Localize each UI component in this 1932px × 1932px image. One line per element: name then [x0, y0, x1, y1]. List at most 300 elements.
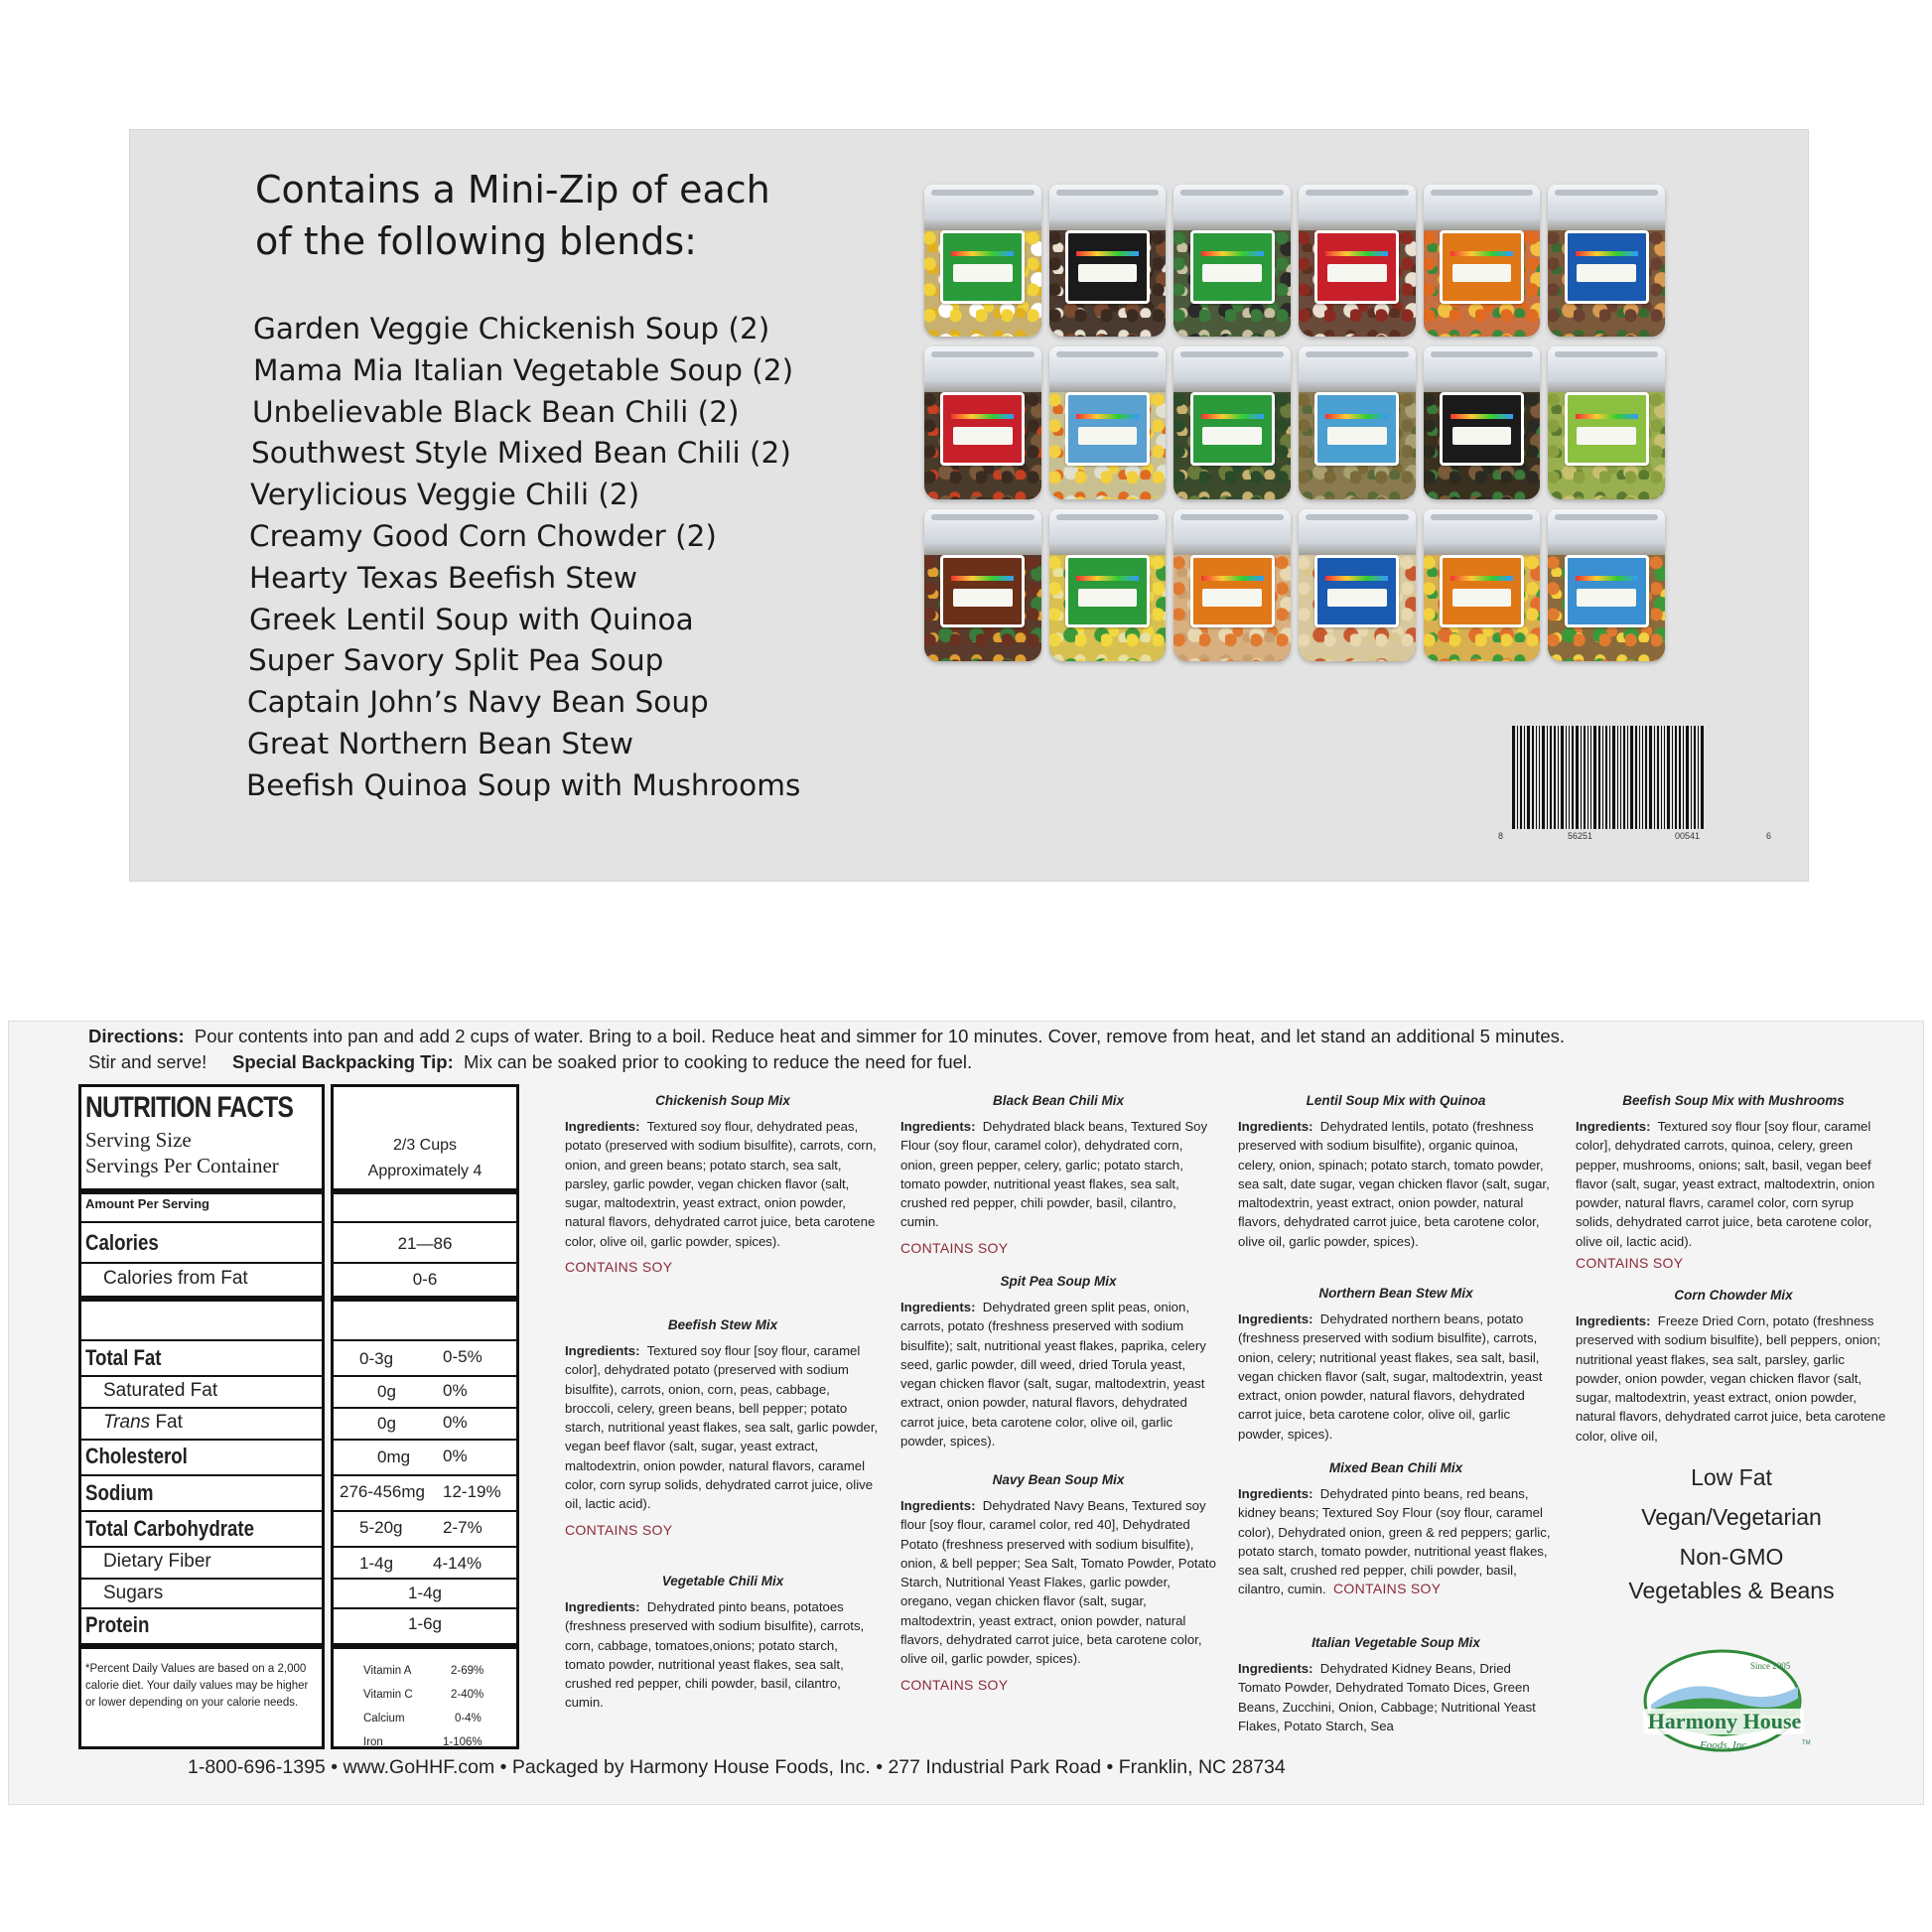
rule — [334, 1578, 516, 1580]
logo-sub: Foods, Inc. — [1700, 1739, 1749, 1751]
barcode-bars — [1512, 726, 1760, 829]
rule — [334, 1439, 516, 1441]
ingredients-text: Dehydrated black beans, Textured Soy Flour (soy flour, caramel color), dehydrated corn, onion, green pepper, celery, garlic; potato starch, tomato powder, nutritional yeast flakes, sea salt, crushed red pepper, chili powder, basil, cilantro, cumin. — [900, 1119, 1208, 1230]
pouch-label-stripe — [1576, 414, 1638, 419]
pouch-label — [1314, 555, 1399, 628]
rule — [334, 1607, 516, 1609]
calcium-label: Calcium — [363, 1713, 405, 1725]
contains-soy: CONTAINS SOY — [1576, 1255, 1684, 1272]
barcode-bar — [1590, 726, 1591, 829]
serving-values — [334, 1133, 516, 1184]
pouch-label-stripe — [1201, 251, 1264, 256]
ingredients-label: Ingredients: — [1238, 1311, 1313, 1326]
barcode-bar — [1667, 726, 1670, 829]
soup-pouch — [1548, 185, 1665, 337]
rule — [81, 1221, 322, 1223]
soup-pouch — [1548, 509, 1665, 661]
barcode-bar — [1576, 726, 1579, 829]
directions-text-2: Stir and serve! — [88, 1051, 207, 1072]
dietary-fiber-dv: 4-14% — [433, 1554, 483, 1573]
top-box-panel — [129, 129, 1809, 882]
barcode-bar — [1694, 726, 1696, 829]
barcode-bar — [1584, 726, 1586, 829]
trans-fat-rest: Fat — [150, 1412, 183, 1433]
soup-pouch — [924, 346, 1041, 498]
pouch-label-name-box — [953, 427, 1013, 445]
mix-chickenish — [565, 1091, 881, 1275]
vitamin-a-label: Vitamin A — [363, 1665, 412, 1677]
mix-title: Chickenish Soup Mix — [655, 1093, 790, 1108]
harmony-house-logo — [1637, 1647, 1818, 1764]
mix-ingredients — [900, 1496, 1216, 1669]
barcode-digit-group: 8 — [1498, 831, 1504, 841]
pouch-label-name-box — [1202, 589, 1262, 607]
mix-ingredients — [1238, 1117, 1554, 1251]
pouch-label — [1190, 555, 1275, 628]
product-pouch-photo — [924, 185, 1665, 661]
barcode-bar — [1524, 726, 1525, 829]
directions — [88, 1024, 1915, 1075]
calories-fat-value: 0-6 — [412, 1270, 438, 1289]
bottom-box-panel — [8, 1021, 1924, 1805]
pouch-label — [1565, 555, 1649, 628]
rule — [334, 1375, 516, 1377]
blend-item: Unbelievable Black Bean Chili (2) — [252, 394, 740, 429]
contains-soy: CONTAINS SOY — [900, 1676, 1009, 1693]
pouch-label-stripe — [1325, 251, 1388, 256]
pouch-label-stripe — [1450, 414, 1513, 419]
barcode-bar — [1517, 726, 1518, 829]
ingredients-label: Ingredients: — [565, 1119, 640, 1134]
barcode-bar — [1566, 726, 1567, 829]
barcode-bar — [1630, 726, 1633, 829]
mix-ingredients — [1576, 1117, 1891, 1251]
rule — [81, 1578, 322, 1580]
mix-title: Beefish Stew Mix — [667, 1317, 778, 1332]
mix-title: Lentil Soup Mix with Quinoa — [1306, 1093, 1486, 1108]
barcode-bar — [1572, 726, 1574, 829]
pouch-label-stripe — [1576, 576, 1638, 581]
directions-text: Pour contents into pan and add 2 cups of water. Bring to a boil. Reduce heat and simmer for 10 minutes. Cover, remove from heat, and let stand an additional 5 minutes. — [194, 1026, 1565, 1046]
mix-italian — [1238, 1633, 1554, 1735]
barcode-bar — [1683, 726, 1684, 829]
pouch-label — [1065, 392, 1150, 466]
barcode-digit-group: 6 — [1766, 831, 1772, 841]
soup-pouch — [1049, 346, 1167, 498]
pouch-label — [940, 392, 1025, 466]
barcode-bar — [1617, 726, 1618, 829]
mix-beefish-stew — [565, 1315, 881, 1538]
barcode-bar — [1550, 726, 1552, 829]
pouch-label-name-box — [1452, 427, 1512, 445]
barcode-digits — [1498, 831, 1772, 843]
ingredients-text: Textured soy flour [soy flour, caramel color], dehydrated carrots, quinoa, celery, green pepper, mushrooms, onions; salt, basil, vegan beef flavor (salt, sugar, yeast extract, maltodextrin, onion powder, natural flavrs, caramel color, corn syrup solids, dehydrated carrot juice, beta carotene color, olive oil, lactic acid). — [1576, 1119, 1875, 1249]
rule — [334, 1407, 516, 1409]
blend-item: Captain John’s Navy Bean Soup — [247, 685, 709, 720]
soup-pouch — [1424, 185, 1541, 337]
barcode-bar — [1602, 726, 1603, 829]
soup-pouch — [1424, 346, 1541, 498]
barcode-bar — [1532, 726, 1534, 829]
mix-ingredients — [565, 1117, 881, 1251]
contains-soy: CONTAINS SOY — [900, 1239, 1009, 1256]
rule — [334, 1296, 516, 1302]
pouch-label-stripe — [951, 414, 1014, 419]
calories-value: 21—86 — [397, 1234, 453, 1253]
rule — [334, 1339, 516, 1341]
mix-title: Vegetable Chili Mix — [661, 1574, 784, 1588]
barcode-bar — [1581, 726, 1582, 829]
rule — [81, 1375, 322, 1377]
barcode-bar — [1672, 726, 1673, 829]
barcode-bar — [1620, 726, 1621, 829]
ingredients-label: Ingredients: — [565, 1343, 640, 1358]
rule — [334, 1188, 516, 1194]
rule — [81, 1643, 322, 1649]
pouch-label-stripe — [1076, 414, 1139, 419]
barcode-bar — [1554, 726, 1556, 829]
rule — [81, 1607, 322, 1609]
logo-since: Since 2005 — [1750, 1661, 1791, 1671]
blend-item: Creamy Good Corn Chowder (2) — [249, 518, 717, 553]
ingredients-text: Dehydrated Navy Beans, Textured soy flour [soy flour, caramel color, red 40], Dehydrated Potato (freshness preserved with sodium bisulfite), onion, & bell pepper; Sea Salt, Tomato Powder, Potato Starch, Nutritional Yeast Flakes, garlic powder, oregano, vegan chicken flavor (salt, sugar, maltodextrin, yeast extract, onion powder, natural flavors, dehydrated carrot juice, beta carotene color, olive oil, garlic powder, spices). — [900, 1498, 1216, 1667]
mix-ingredients — [900, 1298, 1216, 1450]
ingredients-label: Ingredients: — [900, 1300, 976, 1314]
mix-title: Beefish Soup Mix with Mushrooms — [1622, 1093, 1845, 1108]
nutrition-values-box — [331, 1084, 519, 1749]
barcode-bar — [1593, 726, 1596, 829]
rule — [334, 1510, 516, 1512]
barcode-bar — [1527, 726, 1530, 829]
pouch-label-name-box — [1577, 427, 1636, 445]
daily-value-footnote: *Percent Daily Values are based on a 2,000 calorie diet. Your daily values may be higher or lower depending on your calorie needs. — [85, 1663, 309, 1709]
calcium-value: 0-4% — [455, 1713, 482, 1725]
pouch-label-stripe — [1201, 414, 1264, 419]
rule — [81, 1188, 322, 1194]
pouch-label-name-box — [1078, 264, 1138, 282]
pouch-label — [1565, 392, 1649, 466]
saturated-fat-amount: 0g — [377, 1382, 396, 1401]
soup-pouch — [1173, 509, 1291, 661]
ingredients-text: Dehydrated green split peas, onion, carrots, potato (freshness preserved with sodium bisulfite); salt, nutritional yeast flakes, paprika, celery seed, garlic powder, dill weed, dried Torula yeast, vegan chicken flavor (salt, sugar, maltodextrin, yeast extract, onion powder, natural flavors, dehydrated carrot juice, beta carotene color, olive oil, garlic powder, spices). — [900, 1300, 1206, 1449]
soup-pouch — [1173, 185, 1291, 337]
nutrition-labels-box — [78, 1084, 325, 1749]
headline — [255, 164, 891, 267]
vitamin-c-value: 2-40% — [451, 1689, 484, 1701]
mix-title: Mixed Bean Chili Mix — [1328, 1460, 1463, 1475]
barcode-bar — [1635, 726, 1637, 829]
rule — [334, 1262, 516, 1264]
barcode-bar — [1542, 726, 1545, 829]
mix-ingredients — [565, 1341, 881, 1514]
soup-pouch — [1548, 346, 1665, 498]
rule — [81, 1510, 322, 1512]
mix-lentil — [1238, 1091, 1554, 1251]
mix-vegetable-chili — [565, 1572, 881, 1713]
footer-contact: 1-800-696-1395 • www.GoHHF.com • Packaged by Harmony House Foods, Inc. • 277 Industrial Park Road • Franklin, NC 28734 — [188, 1756, 1286, 1778]
mix-title: Northern Bean Stew Mix — [1318, 1286, 1473, 1301]
mix-ingredients — [1238, 1484, 1554, 1599]
pouch-label-name-box — [1452, 589, 1512, 607]
barcode-digit-group: 00541 — [1675, 831, 1701, 841]
barcode-bar — [1539, 726, 1540, 829]
rule — [81, 1262, 322, 1264]
mix-ingredients — [1238, 1659, 1554, 1735]
protein-value: 1-6g — [407, 1614, 443, 1633]
mix-ingredients — [900, 1117, 1216, 1232]
dietary-fiber-label: Dietary Fiber — [103, 1551, 211, 1572]
amount-per-serving: Amount Per Serving — [85, 1196, 209, 1211]
rule — [334, 1546, 516, 1548]
barcode-bar — [1561, 726, 1564, 829]
total-fat-amount: 0-3g — [359, 1349, 394, 1368]
blend-item: Super Savory Split Pea Soup — [248, 643, 664, 678]
pouch-label — [1190, 392, 1275, 466]
pouch-label-stripe — [1325, 576, 1388, 581]
mix-corn-chowder — [1576, 1286, 1891, 1446]
serving-labels — [85, 1127, 279, 1178]
total-fat-label: Total Fat — [85, 1345, 162, 1370]
soup-pouch — [1299, 346, 1416, 498]
cholesterol-amount: 0mg — [377, 1448, 411, 1466]
pouch-label-name-box — [1202, 427, 1262, 445]
barcode-bar — [1701, 726, 1704, 829]
headline-line-1: Contains a Mini-Zip of each — [255, 168, 770, 211]
pouch-label-name-box — [953, 264, 1013, 282]
soup-pouch — [1173, 346, 1291, 498]
claim-vegetables-beans: Vegetables & Beans — [1628, 1578, 1835, 1603]
rule — [81, 1474, 322, 1476]
barcode-bar — [1664, 726, 1665, 829]
pouch-label-name-box — [1078, 427, 1138, 445]
pouch-label-name-box — [1577, 589, 1636, 607]
rule — [334, 1643, 516, 1649]
sugars-value: 1-4g — [407, 1584, 443, 1602]
barcode-bar — [1657, 726, 1659, 829]
trans-fat-label — [103, 1412, 183, 1434]
mix-title: Italian Vegetable Soup Mix — [1311, 1635, 1480, 1650]
barcode-bar — [1698, 726, 1699, 829]
sodium-dv: 12-19% — [443, 1482, 501, 1501]
vitamin-a-value: 2-69% — [451, 1665, 484, 1677]
mix-title: Black Bean Chili Mix — [992, 1093, 1125, 1108]
ingredients-label: Ingredients: — [1238, 1661, 1313, 1676]
blend-item: Greek Lentil Soup with Quinoa — [249, 602, 694, 636]
pouch-label-name-box — [1327, 427, 1387, 445]
blend-item: Verylicious Veggie Chili (2) — [250, 478, 640, 512]
rule — [334, 1221, 516, 1223]
mix-title: Navy Bean Soup Mix — [992, 1472, 1125, 1487]
ingredients-text: Dehydrated lentils, potato (freshness preserved with sodium bisulfite), organic quinoa, celery, onion, spinach; potato starch, tomato powder, sea salt, date sugar, vegan chicken flavor (salt, sugar, maltodextrin, yeast extract, onion powder, natural flavors, dehydrated carrot juice, beta carotene color, olive oil, garlic powder, spices). — [1238, 1119, 1550, 1249]
product-claims — [1587, 1460, 1875, 1613]
pouch-label — [1440, 392, 1524, 466]
headline-line-2: of the following blends: — [255, 219, 697, 263]
soup-pouch — [1299, 509, 1416, 661]
pouch-label-stripe — [1450, 251, 1513, 256]
sodium-label: Sodium — [85, 1480, 154, 1505]
barcode-bar — [1587, 726, 1588, 829]
iron-label: Iron — [363, 1736, 383, 1748]
trans-fat-italic: Trans — [103, 1412, 151, 1433]
total-carb-label: Total Carbohydrate — [85, 1516, 255, 1541]
pouch-label-stripe — [1201, 576, 1264, 581]
ingredients-text: Dehydrated pinto beans, potatoes (freshness preserved with sodium bisulfite), carrots, corn, cabbage, tomatoes,onions; potato starch, tomato powder, nutritional yeast flakes, sea salt, crushed red pepper, chili powder, basil, cilantro, cumin. — [565, 1599, 865, 1711]
barcode-bar — [1642, 726, 1643, 829]
mix-ingredients — [1576, 1311, 1891, 1446]
blend-item: Mama Mia Italian Vegetable Soup (2) — [253, 352, 794, 387]
calories-label: Calories — [85, 1230, 159, 1255]
barcode-bar — [1512, 726, 1515, 829]
pouch-label-name-box — [1327, 264, 1387, 282]
barcode-bar — [1547, 726, 1548, 829]
vitamin-c-label: Vitamin C — [363, 1689, 413, 1701]
ingredients-text: Textured soy flour [soy flour, caramel color], dehydrated potato (preserved with sodium bisulfite), carrots, onion, corn, peas, cabbage, broccoli, celery, green beans, bell pepper; potato starch, nutritional yeast flakes, sea salt, garlic powder, vegan beef flavor (salt, sugar, yeast extract, maltodextrin, onion powder, natural flavors, caramel color, corn syrup solids, dehydrated carrot juice, olive oil, lactic acid). — [565, 1343, 879, 1512]
cholesterol-label: Cholesterol — [85, 1444, 188, 1468]
mix-black-bean — [900, 1091, 1216, 1256]
pouch-label — [1314, 392, 1399, 466]
pouch-label-name-box — [1078, 589, 1138, 607]
pouch-label-name-box — [1202, 264, 1262, 282]
ingredients-label: Ingredients: — [900, 1119, 976, 1134]
pouch-label — [940, 230, 1025, 304]
logo-tm: TM — [1802, 1740, 1811, 1746]
barcode-bar — [1649, 726, 1652, 829]
pouch-label — [1065, 555, 1150, 628]
pouch-label-stripe — [1325, 414, 1388, 419]
ingredients-text: Dehydrated Kidney Beans, Dried Tomato Powder, Dehydrated Tomato Dices, Green Beans, Zucchini, Onion, Cabbage; Nutritional Yeast Flakes, Potato Starch, Sea — [1238, 1661, 1536, 1733]
contains-soy: CONTAINS SOY — [1333, 1581, 1442, 1597]
mix-title: Spit Pea Soup Mix — [1000, 1274, 1117, 1289]
directions-label: Directions: — [88, 1026, 185, 1046]
mix-title: Corn Chowder Mix — [1674, 1288, 1793, 1303]
trans-fat-amount: 0g — [377, 1414, 396, 1433]
barcode-bar — [1609, 726, 1610, 829]
blend-item: Garden Veggie Chickenish Soup (2) — [253, 312, 770, 345]
soup-pouch — [924, 509, 1041, 661]
rule — [334, 1474, 516, 1476]
rule — [81, 1439, 322, 1441]
cholesterol-dv: 0% — [443, 1447, 468, 1465]
saturated-fat-label: Saturated Fat — [103, 1380, 218, 1401]
pouch-label-name-box — [1327, 589, 1387, 607]
barcode-bar — [1661, 726, 1662, 829]
pouch-label-stripe — [1576, 251, 1638, 256]
barcode-bar — [1623, 726, 1625, 829]
barcode-bar — [1520, 726, 1522, 829]
servings-value: Approximately 4 — [367, 1163, 483, 1179]
pouch-label-stripe — [951, 251, 1014, 256]
pouch-label-stripe — [1450, 576, 1513, 581]
pouch-label — [1314, 230, 1399, 304]
ingredients-text: Dehydrated pinto beans, red beans, kidney beans; Textured Soy Flour (soy flour, caramel color), Dehydrated onion, green & red peppers; garlic, potato starch, tomato powder, nutritional yeast flakes, sea salt, crushed red pepper, chili powder, basil, cilantro, cumin. — [1238, 1486, 1551, 1597]
pouch-label — [1190, 230, 1275, 304]
sugars-label: Sugars — [103, 1583, 164, 1603]
barcode-digit-group: 56251 — [1568, 831, 1593, 841]
barcode-bar — [1569, 726, 1570, 829]
ingredients-label: Ingredients: — [900, 1498, 976, 1513]
pouch-label — [1065, 230, 1150, 304]
mix-northern-bean — [1238, 1284, 1554, 1444]
blend-item: Great Northern Bean Stew — [247, 726, 633, 760]
ingredients-label: Ingredients: — [1238, 1119, 1313, 1134]
pouch-label — [1565, 230, 1649, 304]
claim-non-gmo: Non-GMO — [1679, 1544, 1784, 1570]
ingredients-text: Dehydrated northern beans, potato (freshness preserved with sodium bisulfite), carrots, onion, celery; nutritional yeast flakes, sea salt, basil, vegan chicken flavor (salt, sugar, maltodextrin, yeast extract, onion powder, natural flavors, dehydrated carrot juice, beta carotene color, olive oil, garlic powder, spices). — [1238, 1311, 1543, 1442]
ingredients-label: Ingredients: — [1576, 1119, 1651, 1134]
soup-pouch — [1424, 509, 1541, 661]
contains-soy: CONTAINS SOY — [565, 1521, 673, 1538]
ingredients-text: Textured soy flour, dehydrated peas, potato (preserved with sodium bisulfite), carrots, corn, onion, and green beans; potato starch, sea salt, parsley, garlic powder, vegan chicken flavor (salt, sugar, maltodextrin, yeast extract, onion powder, natural flavors, dehydrated carrot juice, beta carotene color, olive oil, garlic powder, spices). — [565, 1119, 877, 1249]
rule — [81, 1339, 322, 1341]
sodium-amount: 276-456mg — [340, 1482, 426, 1501]
total-carb-dv: 2-7% — [443, 1518, 483, 1537]
protein-label: Protein — [85, 1612, 150, 1637]
mix-ingredients — [1238, 1310, 1554, 1444]
ingredients-label: Ingredients: — [565, 1599, 640, 1614]
soup-pouch — [924, 185, 1041, 337]
serving-size-label: Serving Size — [85, 1128, 192, 1152]
contains-soy: CONTAINS SOY — [565, 1259, 673, 1276]
rule — [81, 1407, 322, 1409]
rule — [81, 1546, 322, 1548]
ingredients-label: Ingredients: — [1238, 1486, 1313, 1501]
trans-fat-dv: 0% — [443, 1413, 468, 1432]
pouch-label — [1440, 555, 1524, 628]
saturated-fat-dv: 0% — [443, 1381, 468, 1400]
barcode-bar — [1691, 726, 1692, 829]
barcode-bar — [1605, 726, 1607, 829]
pouch-label — [940, 555, 1025, 628]
barcode-bar — [1645, 726, 1647, 829]
servings-label: Servings Per Container — [85, 1154, 279, 1177]
pouch-label-stripe — [1076, 576, 1139, 581]
barcode — [1498, 726, 1772, 843]
blend-list — [247, 309, 800, 807]
ingredients-label: Ingredients: — [1576, 1313, 1651, 1328]
dietary-fiber-amount: 1-4g — [359, 1554, 394, 1573]
blend-item: Beefish Quinoa Soup with Mushrooms — [246, 767, 801, 802]
pouch-label-name-box — [953, 589, 1013, 607]
claim-vegan: Vegan/Vegetarian — [1641, 1504, 1822, 1530]
total-carb-amount: 5-20g — [359, 1518, 403, 1537]
calories-fat-label: Calories from Fat — [103, 1268, 248, 1289]
barcode-bar — [1686, 726, 1689, 829]
pouch-label — [1440, 230, 1524, 304]
barcode-bar — [1654, 726, 1655, 829]
serving-size-value: 2/3 Cups — [392, 1137, 458, 1154]
barcode-bar — [1639, 726, 1640, 829]
barcode-bar — [1679, 726, 1681, 829]
soup-pouch — [1049, 509, 1167, 661]
mix-ingredients — [565, 1597, 881, 1713]
rule — [81, 1296, 322, 1302]
iron-value: 1-106% — [443, 1736, 483, 1748]
soup-pouch — [1049, 185, 1167, 337]
total-fat-dv: 0-5% — [443, 1347, 483, 1366]
barcode-bar — [1612, 726, 1615, 829]
tip-label: Special Backpacking Tip: — [231, 1051, 454, 1072]
mix-split-pea — [900, 1272, 1216, 1450]
nutrition-facts — [78, 1084, 523, 1749]
pouch-label-stripe — [1076, 251, 1139, 256]
pouch-label-name-box — [1577, 264, 1636, 282]
pouch-label-name-box — [1452, 264, 1512, 282]
ingredients-text: Freeze Dried Corn, potato (freshness preserved with sodium bisulfite), bell peppers, onion; nutritional yeast flakes, sea salt, parsley, garlic powder, onion powder, vegan chicken flavor (salt, sugar, maltodextrin, yeast extract, onion powder, natural flavors, dehydrated carrot juice, beta carotene color, olive oil, — [1576, 1313, 1886, 1444]
barcode-bar — [1675, 726, 1677, 829]
barcode-bar — [1598, 726, 1600, 829]
nutrition-title: NUTRITION FACTS — [85, 1091, 294, 1124]
logo-name: Harmony House — [1647, 1709, 1802, 1733]
